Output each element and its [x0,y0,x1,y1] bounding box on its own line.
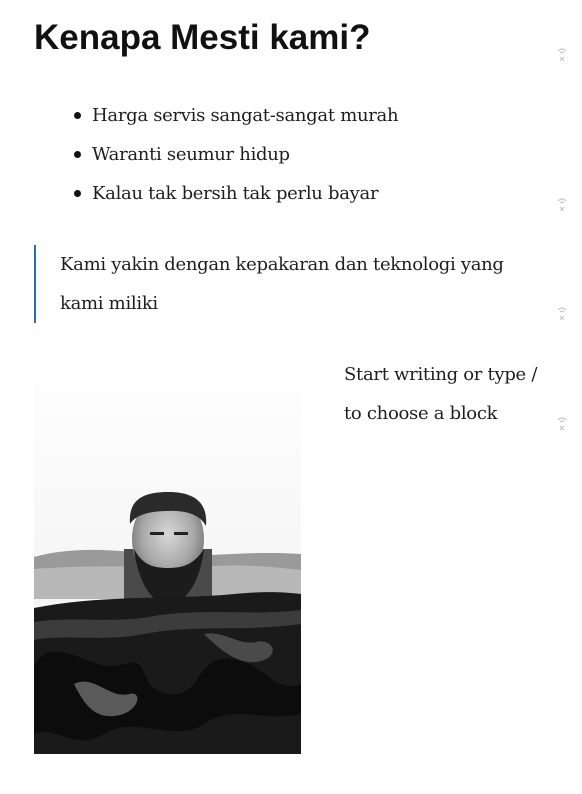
portrait-photo [34,354,301,754]
block-handle-icon[interactable] [555,305,569,321]
page-heading[interactable]: Kenapa Mesti kami? [34,18,371,57]
block-placeholder[interactable]: Start writing or type / to choose a block [344,364,538,424]
feature-list[interactable] [92,96,398,213]
list-item[interactable]: Kalau tak bersih tak perlu bayar [92,174,398,213]
quote-block[interactable] [34,245,534,323]
list-item[interactable]: Waranti seumur hidup [92,135,398,174]
list-item[interactable]: Harga servis sangat-sangat murah [92,96,398,135]
quote-text: Kami yakin dengan kepakaran dan teknologi yang kami miliki [60,254,504,314]
image-block[interactable] [34,354,301,754]
block-handle-icon[interactable] [555,46,569,62]
block-handle-icon[interactable] [555,415,569,431]
block-handle-icon[interactable] [555,196,569,212]
